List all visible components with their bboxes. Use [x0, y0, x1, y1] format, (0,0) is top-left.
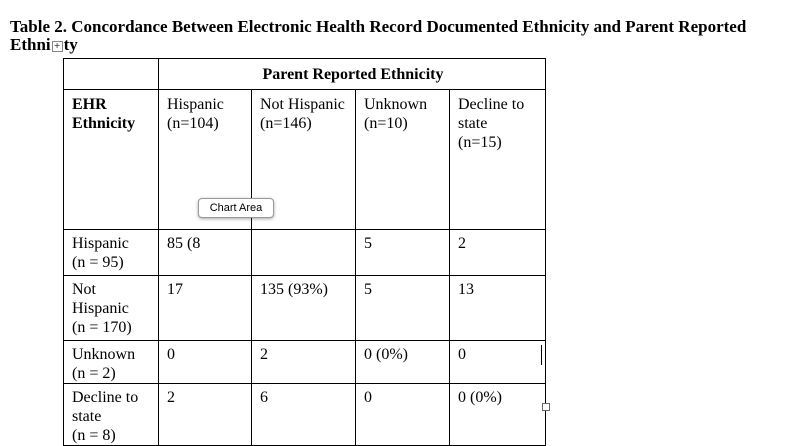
- row-label: Not Hispanic: [72, 281, 129, 317]
- table-cell[interactable]: 0: [356, 384, 450, 446]
- concordance-table: [63, 58, 546, 446]
- col-header-decline[interactable]: [450, 90, 546, 230]
- col-n: (n=15): [458, 134, 502, 151]
- table-cell[interactable]: 6: [252, 384, 356, 446]
- table-row: [64, 230, 546, 276]
- row-label-unknown[interactable]: [64, 341, 159, 384]
- table-cell[interactable]: 0 (0%): [356, 341, 450, 384]
- col-name: Decline to state: [458, 96, 525, 132]
- table-caption: [10, 18, 800, 54]
- table-cell[interactable]: 0: [450, 341, 546, 384]
- corner-empty-cell: [64, 59, 159, 90]
- chart-area-tooltip: Chart Area: [198, 198, 274, 218]
- table-cell[interactable]: 2: [252, 341, 356, 384]
- table-row: [64, 276, 546, 341]
- table-resize-handle[interactable]: [542, 403, 550, 411]
- table-cell[interactable]: 17: [159, 276, 252, 341]
- row-n: (n = 2): [72, 365, 116, 382]
- ehr-ethnicity-header[interactable]: EHR Ethnicity: [64, 90, 159, 230]
- table-cell[interactable]: 2: [159, 384, 252, 446]
- col-n: (n=146): [260, 115, 312, 132]
- row-label-decline[interactable]: [64, 384, 159, 446]
- row-label: Unknown: [72, 346, 136, 363]
- row-n: (n = 8): [72, 427, 116, 444]
- row-label-hispanic[interactable]: [64, 230, 159, 276]
- row-n: (n = 170): [72, 319, 132, 336]
- table-row: [64, 341, 546, 384]
- caption-line-2-start: Ethni: [10, 35, 51, 54]
- table-cell[interactable]: 5: [356, 230, 450, 276]
- table-move-handle-icon[interactable]: +: [52, 41, 63, 52]
- table-cell[interactable]: 0 (0%): [450, 384, 546, 446]
- table-cell[interactable]: 0: [159, 341, 252, 384]
- col-n: (n=104): [167, 115, 219, 132]
- parent-reported-header[interactable]: Parent Reported Ethnicity: [159, 59, 546, 90]
- col-name: Not Hispanic: [260, 96, 345, 113]
- row-label: Decline to state: [72, 389, 139, 425]
- text-cursor: [541, 345, 542, 365]
- caption-line-2: [10, 36, 800, 54]
- row-label-not-hispanic[interactable]: [64, 276, 159, 341]
- col-name: Unknown: [364, 96, 428, 113]
- table-cell[interactable]: 5: [356, 276, 450, 341]
- caption-line-1: Table 2. Concordance Between Electronic Health Record Documented Ethnicity and Parent Reported: [10, 17, 747, 36]
- table-cell[interactable]: 135 (93%): [252, 276, 356, 341]
- col-n: (n=10): [364, 115, 408, 132]
- table-cell[interactable]: 85 (8: [159, 230, 252, 276]
- row-label: Hispanic: [72, 235, 129, 252]
- row-n: (n = 95): [72, 254, 124, 271]
- table-cell[interactable]: [252, 230, 356, 276]
- table-cell[interactable]: 13: [450, 276, 546, 341]
- table-row: [64, 384, 546, 446]
- caption-line-2-end: ty: [63, 35, 78, 54]
- col-header-unknown[interactable]: [356, 90, 450, 230]
- table-cell[interactable]: 2: [450, 230, 546, 276]
- col-name: Hispanic: [167, 96, 224, 113]
